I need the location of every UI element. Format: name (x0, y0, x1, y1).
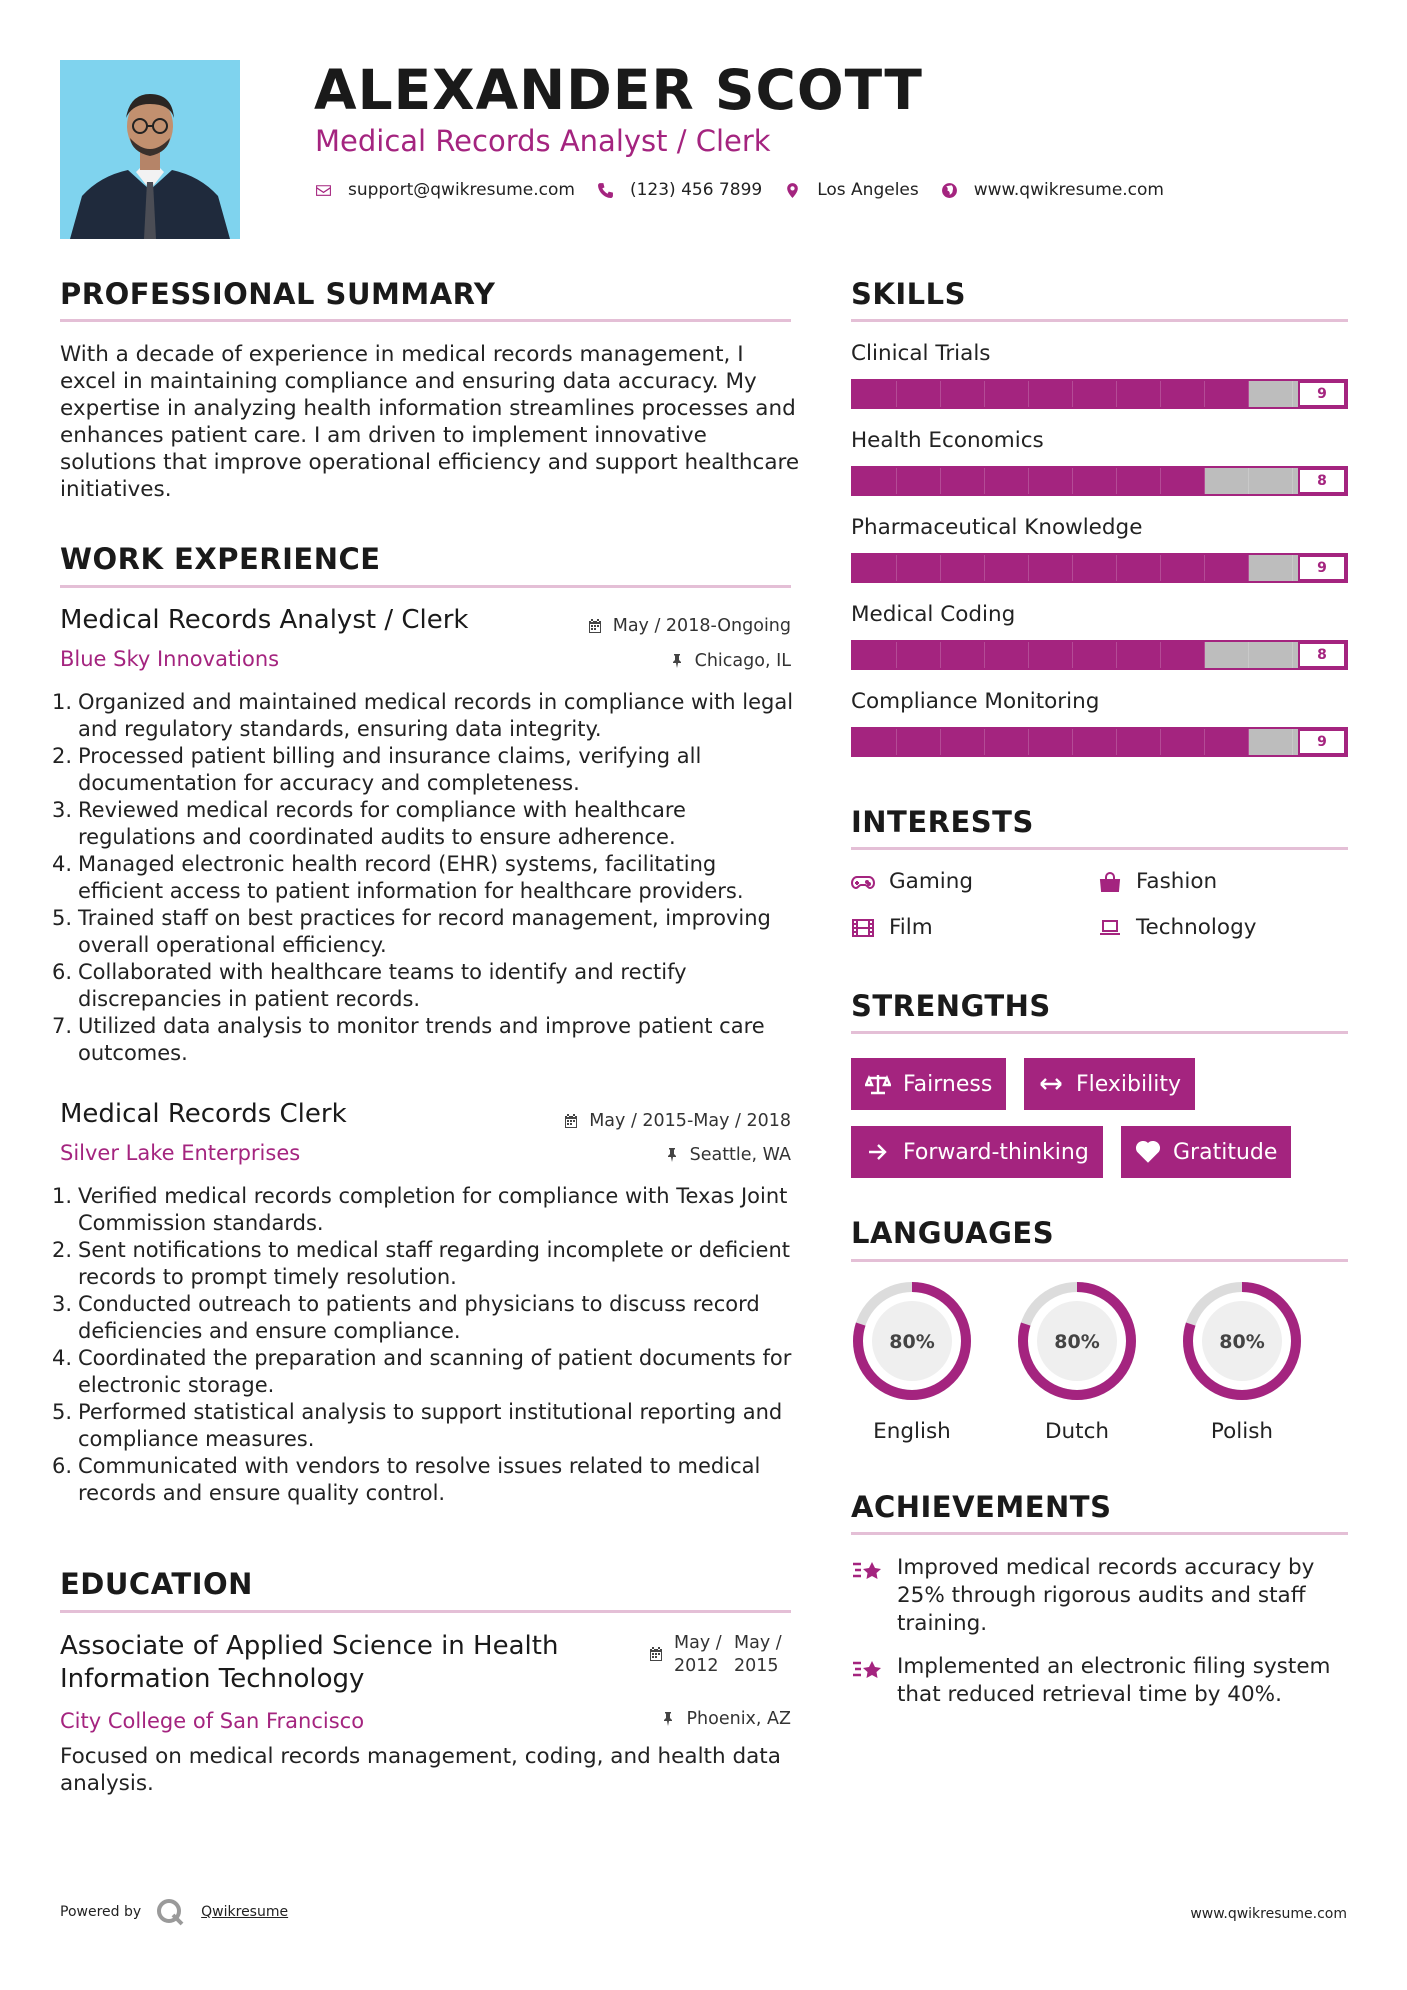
bullet-text: Organized and maintained medical records in compliance with legal and regulatory standards, ensuring data integrity. (78, 690, 794, 741)
bullet-text: Conducted outreach to patients and physicians to discuss record deficiencies and ensure compliance. (78, 1292, 760, 1343)
location-text: Los Angeles (817, 180, 919, 200)
bullet-item (52, 1183, 802, 1237)
bullet-text: Utilized data analysis to monitor trends and improve patient care outcomes. (78, 1014, 765, 1065)
languages-heading: LANGUAGES (851, 1216, 1055, 1250)
school-name: City College of San Francisco (60, 1709, 365, 1733)
language-progress-ring (1180, 1279, 1304, 1403)
job-bullets (52, 689, 802, 1067)
bullet-item (52, 1291, 802, 1345)
experience-divider (60, 585, 791, 588)
language-name: Polish (1210, 1419, 1274, 1444)
calendar-icon (648, 1646, 664, 1662)
achievements-heading: ACHIEVEMENTS (851, 1490, 1112, 1524)
skill-label: Medical Coding (851, 602, 1016, 627)
education-divider (60, 1610, 791, 1613)
profile-photo (60, 60, 240, 239)
phone-icon (597, 182, 614, 199)
achievement-item: Improved medical records accuracy by 25% through rigorous audits and staff training. (851, 1554, 1348, 1638)
qwikresume-logo-icon (155, 1897, 185, 1927)
film-icon (851, 918, 875, 938)
strength-chip-fairness: Fairness (851, 1058, 1006, 1110)
summary-heading: PROFESSIONAL SUMMARY (60, 277, 496, 311)
bullet-text: Coordinated the preparation and scanning of patient documents for electronic storage. (78, 1346, 792, 1397)
website-text: www.qwikresume.com (973, 180, 1164, 200)
skill-level-badge: 8 (1298, 642, 1346, 668)
skill-bar (851, 640, 1348, 670)
job-title: Medical Records Analyst / Clerk (60, 605, 469, 635)
strength-chip-forward-thinking: Forward-thinking (851, 1126, 1103, 1178)
bullet-number: 7. (52, 1014, 73, 1038)
language-percent: 80% (889, 1331, 935, 1353)
degree-title: Associate of Applied Science in Health Information Technology (60, 1631, 559, 1694)
summary-divider (60, 319, 791, 322)
education-description: Focused on medical records management, coding, and health data analysis. (60, 1744, 781, 1796)
calendar-icon (563, 1113, 579, 1129)
skill-bar-segments (853, 555, 1293, 581)
skills-divider (851, 319, 1348, 322)
summary-text: With a decade of experience in medical records management, I excel in maintaining compliance and ensuring data accuracy. My expertise in analyzing health information streamlines processes and enhances patient care. I am driven to implement innovative solutions that improve operational efficiency and support healthcare initiatives. (60, 342, 800, 502)
bullet-item (52, 905, 802, 959)
skill-bar-segments (853, 729, 1293, 755)
skill-bar-segments (853, 468, 1293, 494)
interest-item-fashion: Fashion (1098, 869, 1217, 894)
balance-scale-icon (865, 1073, 891, 1095)
gamepad-icon (851, 872, 875, 892)
map-pin-icon (784, 182, 801, 199)
contact-bar (315, 180, 1186, 200)
footer-website-link[interactable]: www.qwikresume.com (1190, 1906, 1347, 1922)
bullet-item (52, 851, 802, 905)
skill-bar (851, 379, 1348, 409)
bullet-text: Trained staff on best practices for record management, improving overall operational efficiency. (78, 906, 771, 957)
bullet-number: 4. (52, 852, 73, 876)
phone-text: (123) 456 7899 (629, 180, 763, 200)
job-dates: May / 2018-Ongoing (587, 616, 791, 636)
skill-level-badge: 9 (1298, 729, 1346, 755)
shopping-bag-icon (1098, 872, 1122, 892)
experience-heading: WORK EXPERIENCE (60, 542, 381, 576)
footer-powered-by: Powered by Qwikresume (60, 1897, 288, 1927)
skill-bar-segments (853, 381, 1293, 407)
skill-level-badge: 9 (1298, 381, 1346, 407)
interest-item-gaming: Gaming (851, 869, 973, 894)
language-item (1015, 1279, 1139, 1444)
bullet-item (52, 1345, 802, 1399)
bullet-number: 5. (52, 1400, 73, 1424)
bullet-item (52, 1453, 802, 1507)
skill-label: Health Economics (851, 428, 1044, 453)
job-dates: May / 2015-May / 2018 (563, 1111, 791, 1131)
pushpin-icon (664, 1147, 680, 1163)
contact-website[interactable] (941, 180, 1164, 200)
job-location: Chicago, IL (669, 651, 791, 671)
language-progress-ring (1015, 1279, 1139, 1403)
skill-bar (851, 466, 1348, 496)
skills-heading: SKILLS (851, 277, 966, 311)
interests-divider (851, 847, 1348, 850)
skill-bar (851, 553, 1348, 583)
email-text: support@qwikresume.com (348, 180, 575, 200)
bullet-text: Verified medical records completion for compliance with Texas Joint Commission standards. (78, 1184, 788, 1235)
skill-label: Clinical Trials (851, 341, 991, 366)
strengths-divider (851, 1031, 1348, 1034)
skill-label: Pharmaceutical Knowledge (851, 515, 1143, 540)
bullet-text: Managed electronic health record (EHR) systems, facilitating efficient access to patient information for healthcare providers. (78, 852, 744, 903)
company-name: Blue Sky Innovations (60, 647, 280, 671)
bullet-number: 1. (52, 690, 73, 714)
language-item (1180, 1279, 1304, 1444)
bullet-item (52, 959, 802, 1013)
laptop-icon (1098, 918, 1122, 938)
achievement-item: Implemented an electronic filing system that reduced retrieval time by 40%. (851, 1653, 1348, 1709)
education-heading: EDUCATION (60, 1567, 253, 1601)
interest-item-technology: Technology (1098, 915, 1256, 940)
bullet-number: 4. (52, 1346, 73, 1370)
bullet-text: Processed patient billing and insurance claims, verifying all documentation for accuracy and completeness. (78, 744, 702, 795)
bullet-number: 6. (52, 1454, 73, 1478)
bullet-item (52, 1013, 802, 1067)
bullet-number: 3. (52, 1292, 73, 1316)
language-item (850, 1279, 974, 1444)
strength-chip-flexibility: Flexibility (1024, 1058, 1195, 1110)
candidate-title: Medical Records Analyst / Clerk (315, 124, 771, 158)
skill-label: Compliance Monitoring (851, 689, 1100, 714)
footer-brand-link[interactable]: Qwikresume (201, 1904, 289, 1920)
bullet-text: Sent notifications to medical staff regarding incomplete or deficient records to prompt timely resolution. (78, 1238, 791, 1289)
bullet-text: Communicated with vendors to resolve issues related to medical records and ensure quality control. (78, 1454, 761, 1505)
bullet-number: 2. (52, 744, 73, 768)
education-location: Phoenix, AZ (660, 1709, 791, 1729)
bullet-number: 6. (52, 960, 73, 984)
bullet-number: 2. (52, 1238, 73, 1262)
interest-item-film: Film (851, 915, 933, 940)
skill-level-badge: 9 (1298, 555, 1346, 581)
language-percent: 80% (1219, 1331, 1265, 1353)
bullet-text: Performed statistical analysis to support institutional reporting and compliance measures. (78, 1400, 783, 1451)
shooting-star-icon (851, 1655, 885, 1685)
bullet-number: 1. (52, 1184, 73, 1208)
job-location: Seattle, WA (664, 1145, 791, 1165)
pushpin-icon (660, 1711, 676, 1727)
contact-location (784, 180, 919, 200)
interests-heading: INTERESTS (851, 805, 1034, 839)
bullet-item (52, 1399, 802, 1453)
strengths-heading: STRENGTHS (851, 989, 1051, 1023)
company-name: Silver Lake Enterprises (60, 1141, 301, 1165)
shooting-star-icon (851, 1556, 885, 1586)
arrows-horizontal-icon (1038, 1073, 1064, 1095)
skill-level-badge: 8 (1298, 468, 1346, 494)
strength-chip-gratitude: Gratitude (1121, 1126, 1291, 1178)
language-name: Dutch (1044, 1419, 1110, 1444)
bullet-number: 3. (52, 798, 73, 822)
bullet-item (52, 797, 802, 851)
bullet-item (52, 689, 802, 743)
language-name: English (873, 1419, 951, 1444)
bullet-item (52, 1237, 802, 1291)
contact-email[interactable] (315, 180, 575, 200)
language-progress-ring (850, 1279, 974, 1403)
skill-bar-segments (853, 642, 1293, 668)
candidate-name: ALEXANDER SCOTT (314, 58, 923, 122)
skill-bar (851, 727, 1348, 757)
language-percent: 80% (1054, 1331, 1100, 1353)
calendar-icon (587, 618, 603, 634)
bullet-text: Reviewed medical records for compliance with healthcare regulations and coordinated audits to ensure adherence. (78, 798, 686, 849)
achievements-divider (851, 1532, 1348, 1535)
bullet-item (52, 743, 802, 797)
arrow-right-icon (865, 1141, 891, 1163)
pushpin-icon (669, 653, 685, 669)
globe-icon (941, 182, 958, 199)
contact-phone[interactable] (597, 180, 762, 200)
languages-divider (851, 1259, 1348, 1262)
job-bullets (52, 1183, 802, 1507)
bullet-text: Collaborated with healthcare teams to identify and rectify discrepancies in patient records. (78, 960, 687, 1011)
job-title: Medical Records Clerk (60, 1099, 347, 1129)
envelope-icon (315, 182, 332, 199)
education-dates: May / 2012 May / 2015 (648, 1632, 794, 1678)
heart-icon (1135, 1141, 1161, 1163)
bullet-number: 5. (52, 906, 73, 930)
